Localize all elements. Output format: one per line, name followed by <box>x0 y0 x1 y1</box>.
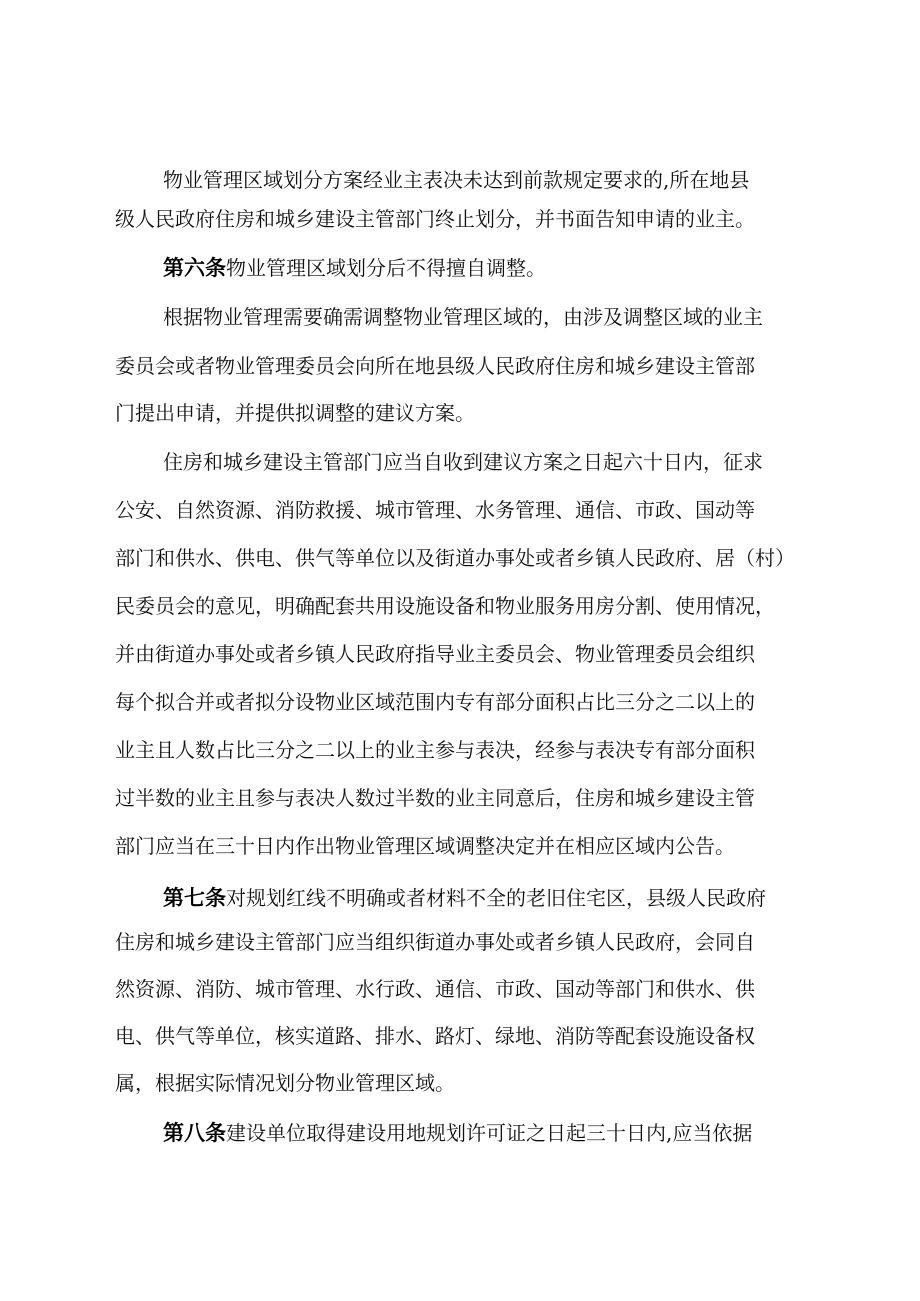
paragraph-line: 业主且人数占比三分之二以上的业主参与表决，经参与表决专有部分面积 <box>115 738 755 762</box>
paragraph-line: 并由街道办事处或者乡镇人民政府指导业主委员会、物业管理委员会组织 <box>115 642 755 666</box>
paragraph-line: 级人民政府住房和城乡建设主管部门终止划分，并书面告知申请的业主。 <box>115 207 755 231</box>
paragraph-line: 物业管理区域划分方案经业主表决未达到前款规定要求的,所在地县 <box>163 168 750 192</box>
article-number-7: 第七条 <box>163 886 226 910</box>
paragraph-line: 门提出申请，并提供拟调整的建议方案。 <box>115 401 475 425</box>
paragraph-line: 电、供气等单位，核实道路、排水、路灯、绿地、消防等配套设施设备权 <box>115 1024 755 1048</box>
paragraph-line: 委员会或者物业管理委员会向所在地县级人民政府住房和城乡建设主管部 <box>115 354 755 378</box>
paragraph-line: 部门应当在三十日内作出物业管理区域调整决定并在相应区域内公告。 <box>115 834 735 858</box>
paragraph-line: 属，根据实际情况划分物业管理区域。 <box>115 1071 455 1095</box>
article-7-heading-line <box>163 878 815 918</box>
paragraph-line: 住房和城乡建设主管部门应当自收到建议方案之日起六十日内，征求 <box>163 450 763 474</box>
paragraph-text: 物业管理区域划分后不得擅自调整。 <box>226 256 546 280</box>
paragraph-text: 对规划红线不明确或者材料不全的老旧住宅区，县级人民政府 <box>226 886 766 910</box>
paragraph-line: 公安、自然资源、消防救援、城市管理、水务管理、通信、市政、国动等 <box>115 498 755 522</box>
article-number-8: 第八条 <box>163 1121 226 1145</box>
paragraph-line: 根据物业管理需要确需调整物业管理区域的，由涉及调整区域的业主 <box>163 305 763 329</box>
paragraph-line: 民委员会的意见，明确配套共用设施设备和物业服务用房分割、使用情况， <box>115 594 775 618</box>
article-6-heading-line <box>163 248 815 288</box>
article-8-heading-line <box>163 1113 815 1153</box>
paragraph-line: 住房和城乡建设主管部门应当组织街道办事处或者乡镇人民政府，会同自 <box>115 930 755 954</box>
paragraph-line: 部门和供水、供电、供气等单位以及街道办事处或者乡镇人民政府、居（村） <box>115 546 795 570</box>
article-number-6: 第六条 <box>163 256 226 280</box>
paragraph-line: 过半数的业主且参与表决人数过半数的业主同意后，住房和城乡建设主管 <box>115 786 755 810</box>
paragraph-text: 建设单位取得建设用地规划许可证之日起三十日内,应当依据 <box>226 1121 753 1145</box>
paragraph-line: 然资源、消防、城市管理、水行政、通信、市政、国动等部门和供水、供 <box>115 977 755 1001</box>
paragraph-line: 每个拟合并或者拟分设物业区域范围内专有部分面积占比三分之二以上的 <box>115 690 755 714</box>
